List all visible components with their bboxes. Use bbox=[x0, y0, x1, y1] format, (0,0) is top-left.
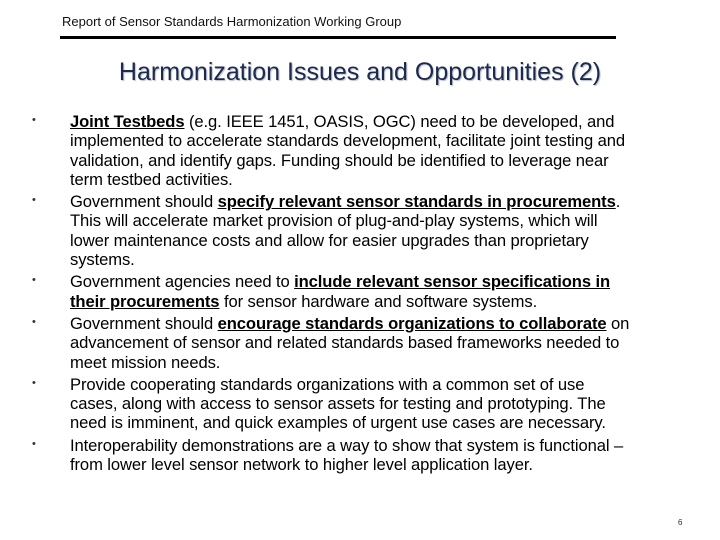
report-header: Report of Sensor Standards Harmonization Working Group bbox=[62, 14, 402, 29]
bullet-icon: • bbox=[32, 315, 36, 328]
bullet-text: Government should bbox=[70, 313, 218, 333]
bullet-text: validation, and identify gaps. Funding should be identified to leverage near bbox=[70, 150, 609, 170]
bullet-text: from lower level sensor network to higher level application layer. bbox=[70, 455, 533, 475]
bullet-item bbox=[0, 112, 720, 189]
bullet-line bbox=[70, 413, 720, 432]
slide-title: Harmonization Issues and Opportunities (2) bbox=[118, 58, 602, 86]
bullet-icon: • bbox=[32, 194, 36, 207]
bullet-line bbox=[70, 292, 720, 311]
emphasis-text: their procurements bbox=[70, 291, 220, 311]
bullet-icon: • bbox=[32, 376, 36, 389]
bullet-line bbox=[70, 375, 720, 394]
bullet-line bbox=[70, 314, 720, 333]
bullet-text: Provide cooperating standards organizations with a common set of use bbox=[70, 374, 585, 394]
emphasis-text: include relevant sensor specifications in bbox=[294, 272, 611, 292]
bullet-line bbox=[70, 250, 720, 269]
bullet-line bbox=[70, 436, 720, 455]
bullet-list bbox=[0, 112, 720, 477]
bullet-line bbox=[70, 131, 720, 150]
bullet-text: . bbox=[615, 192, 621, 212]
bullet-text: lower maintenance costs and allow for easier upgrades than proprietary bbox=[70, 230, 589, 250]
bullet-text: for sensor hardware and software systems. bbox=[219, 291, 538, 311]
bullet-item bbox=[0, 314, 720, 372]
bullet-line bbox=[70, 151, 720, 170]
bullet-line bbox=[70, 211, 720, 230]
header-divider bbox=[60, 36, 616, 39]
bullet-text: Government agencies need to bbox=[70, 272, 295, 292]
bullet-item bbox=[0, 375, 720, 433]
bullet-line bbox=[70, 272, 720, 291]
page-number: 6 bbox=[678, 518, 683, 527]
bullet-item bbox=[0, 436, 720, 475]
bullet-line bbox=[70, 455, 720, 474]
emphasis-text: Joint Testbeds bbox=[70, 112, 185, 131]
emphasis-text: encourage standards organizations to collaborate bbox=[217, 313, 607, 333]
bullet-line bbox=[70, 231, 720, 250]
bullet-line bbox=[70, 333, 720, 352]
bullet-text: Interoperability demonstrations are a way to show that system is functional – bbox=[70, 435, 624, 455]
bullet-icon: • bbox=[32, 114, 36, 126]
bullet-item bbox=[0, 272, 720, 311]
bullet-text: implemented to accelerate standards development, facilitate joint testing and bbox=[70, 131, 625, 151]
bullet-text: need is imminent, and quick examples of urgent use cases are necessary. bbox=[70, 413, 606, 433]
bullet-text: Government should bbox=[70, 192, 218, 212]
bullet-text: on bbox=[606, 313, 630, 333]
bullet-text: systems. bbox=[70, 250, 135, 270]
bullet-text: This will accelerate market provision of plug-and-play systems, which will bbox=[70, 211, 598, 231]
bullet-icon: • bbox=[32, 437, 36, 450]
bullet-line bbox=[70, 353, 720, 372]
bullet-text: term testbed activities. bbox=[70, 169, 233, 189]
bullet-text: advancement of sensor and related standards based frameworks needed to bbox=[70, 333, 620, 353]
bullet-item bbox=[0, 192, 720, 269]
emphasis-text: specify relevant sensor standards in procurements bbox=[217, 192, 616, 212]
bullet-icon: • bbox=[32, 274, 36, 287]
bullet-text: meet mission needs. bbox=[70, 352, 221, 372]
bullet-line bbox=[70, 112, 720, 131]
bullet-line bbox=[70, 192, 720, 211]
bullet-line bbox=[70, 394, 720, 413]
bullet-text: cases, along with access to sensor assets for testing and prototyping. The bbox=[70, 394, 606, 414]
bullet-text: (e.g. IEEE 1451, OASIS, OGC) need to be developed, and bbox=[184, 112, 615, 131]
bullet-line bbox=[70, 170, 720, 189]
